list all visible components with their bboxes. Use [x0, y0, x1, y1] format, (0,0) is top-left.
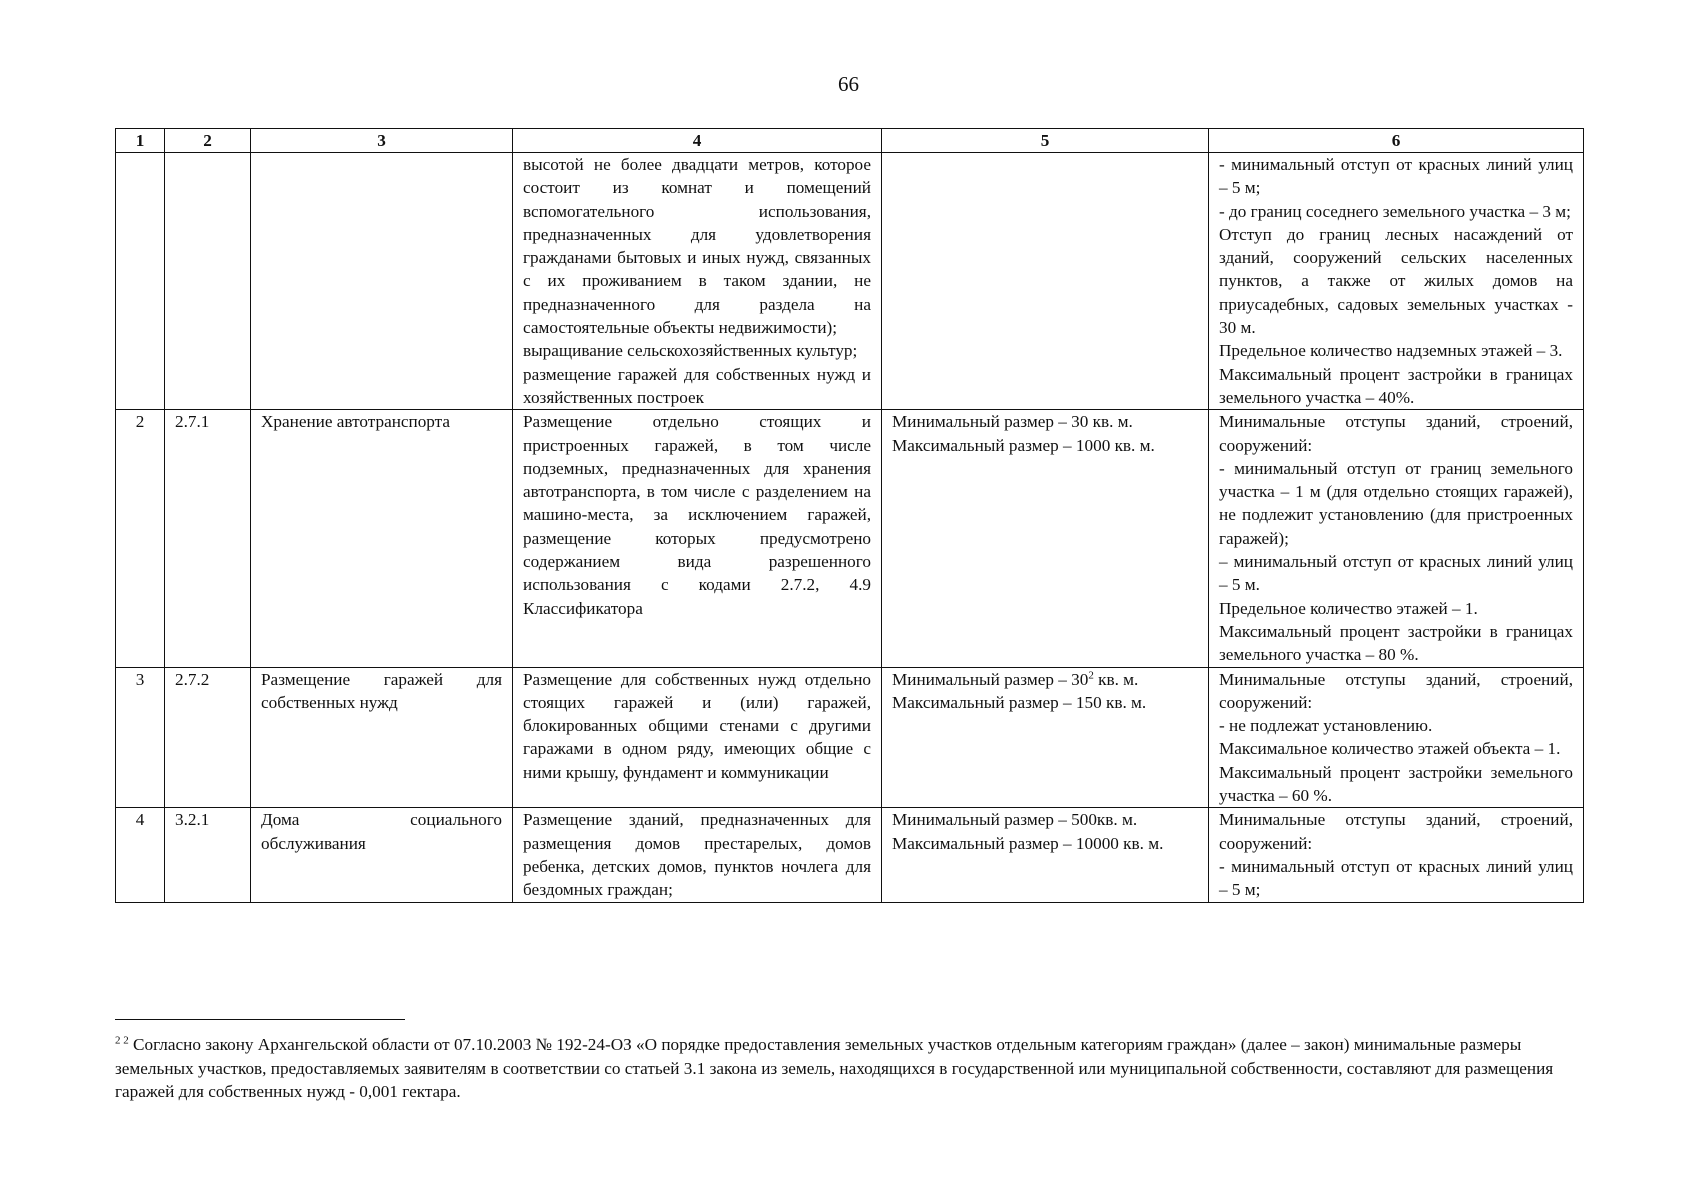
row-number [116, 153, 165, 410]
header-col-3: 3 [251, 129, 513, 153]
parameter-line: Отступ до границ лесных насаждений от зданий, сооружений сельских населенных пунктов, а также от жилых домов на приусадебных, садовых земельных участках - 30 м. [1219, 224, 1573, 338]
footnote-separator [115, 1019, 405, 1020]
description-paragraph: выращивание сельскохозяйственных культур; [523, 341, 858, 361]
parameter-line: Максимальный процент застройки в границах земельного участка – 40%. [1219, 364, 1573, 407]
description-paragraph: размещение гаражей для собственных нужд и хозяйственных построек [523, 364, 871, 407]
row-use-name: Дома социального обслуживания [251, 808, 513, 902]
footnote-text: Согласно закону Архангельской области от 07.10.2003 № 192-24-ОЗ «О порядке предоставления земельных участков отдельным категориям граждан» (далее – закон) минимальные размеры земельных участков, предоставляемых заявителям в соответствии со статьей 3.1 закона из земель, находящихся в государственной или муниципальной собственности, составляют для размещения гаражей для собственных нужд - 0,001 гектара. [115, 1035, 1554, 1101]
row-description [513, 667, 882, 808]
parameter-line: - минимальный отступ от красных линий улиц – 5 м; [1219, 155, 1573, 198]
row-parameters [1209, 410, 1584, 667]
footnote-marker: 2 2 [115, 1034, 129, 1047]
header-col-6: 6 [1209, 129, 1584, 153]
parameter-line: Предельное количество надземных этажей – 3. [1219, 341, 1563, 361]
size-min: Минимальный размер – 500кв. м. [892, 810, 1138, 830]
table-row [116, 808, 1584, 902]
row-number: 4 [116, 808, 165, 902]
parameter-line: Максимальное количество этажей объекта – 1. [1219, 739, 1561, 759]
size-max: Максимальный размер – 1000 кв. м. [892, 435, 1155, 455]
description-paragraph: высотой не более двадцати метров, которое состоит из комнат и помещений вспомогательного использования, предназначенных для удовлетворения гражданами бытовых и иных нужд, связанных с их проживанием в таком здании, не предназначенного для раздела на самостоятельные объекты недвижимости); [523, 155, 871, 338]
header-col-5: 5 [882, 129, 1209, 153]
parameter-line: Минимальные отступы зданий, строений, сооружений: [1219, 412, 1573, 455]
parameter-line: Максимальный процент застройки в границах земельного участка – 80 %. [1219, 621, 1573, 665]
row-plot-size [882, 153, 1209, 410]
row-code: 3.2.1 [165, 808, 251, 902]
row-code [165, 153, 251, 410]
row-code: 2.7.1 [165, 410, 251, 667]
row-parameters [1209, 667, 1584, 808]
footnote [115, 1033, 1583, 1104]
size-min-unit: кв. м. [1093, 669, 1139, 689]
land-use-table [115, 128, 1584, 903]
row-parameters [1209, 808, 1584, 902]
row-use-name: Размещение гаражей для собственных нужд [251, 667, 513, 808]
row-number: 3 [116, 667, 165, 808]
parameter-line: - минимальный отступ от границ земельного участка – 1 м (для отдельно стоящих гаражей), не подлежит установлению (для пристроенных гаражей); [1219, 458, 1573, 548]
row-use-name [251, 153, 513, 410]
parameter-line: Максимальный процент застройки земельного участка – 60 %. [1219, 762, 1573, 806]
row-description [513, 410, 882, 667]
row-plot-size [882, 808, 1209, 902]
description-paragraph: Размещение для собственных нужд отдельно стоящих гаражей и (или) гаражей, блокированных общими стенами с другими гаражами в одном ряду, имеющих общие с ними крышу, фундамент и коммуникации [523, 669, 871, 782]
table-row [116, 667, 1584, 808]
table-row [116, 410, 1584, 667]
row-use-name: Хранение автотранспорта [251, 410, 513, 667]
row-plot-size [882, 667, 1209, 808]
row-code: 2.7.2 [165, 667, 251, 808]
footnote-reference[interactable]: 2 [1088, 668, 1094, 681]
size-max: Максимальный размер – 150 кв. м. [892, 692, 1147, 712]
size-min [892, 668, 1198, 691]
size-max: Максимальный размер – 10000 кв. м. [892, 833, 1164, 853]
table-row [116, 153, 1584, 410]
row-plot-size [882, 410, 1209, 667]
header-row [116, 129, 1584, 153]
row-number: 2 [116, 410, 165, 667]
row-description [513, 808, 882, 902]
page-number: 66 [838, 72, 859, 96]
parameter-line: – минимальный отступ от красных линий улиц – 5 м. [1219, 552, 1573, 595]
size-min: Минимальный размер – 30 кв. м. [892, 412, 1133, 432]
parameter-line: - минимальный отступ от красных линий улиц – 5 м; [1219, 856, 1573, 900]
row-description [513, 153, 882, 410]
header-col-4: 4 [513, 129, 882, 153]
size-min-text: Минимальный размер – 30 [892, 669, 1089, 689]
parameter-line: - не подлежат установлению. [1219, 716, 1433, 736]
parameter-line: Минимальные отступы зданий, строений, сооружений: [1219, 810, 1573, 853]
parameter-line: - до границ соседнего земельного участка – 3 м; [1219, 201, 1571, 221]
description-paragraph: Размещение зданий, предназначенных для размещения домов престарелых, домов ребенка, детских домов, пунктов ночлега для бездомных граждан; [523, 810, 871, 900]
parameter-line: Предельное количество этажей – 1. [1219, 598, 1478, 618]
header-col-2: 2 [165, 129, 251, 153]
row-parameters [1209, 153, 1584, 410]
header-col-1: 1 [116, 129, 165, 153]
parameter-line: Минимальные отступы зданий, строений, сооружений: [1219, 669, 1573, 712]
description-paragraph: Размещение отдельно стоящих и пристроенных гаражей, в том числе подземных, предназначенных для хранения автотранспорта, в том числе с разделением на машино-места, за исключением гаражей, размещение которых предусмотрено содержанием вида разрешенного использования с кодами 2.7.2, 4.9 Классификатора [523, 412, 871, 618]
